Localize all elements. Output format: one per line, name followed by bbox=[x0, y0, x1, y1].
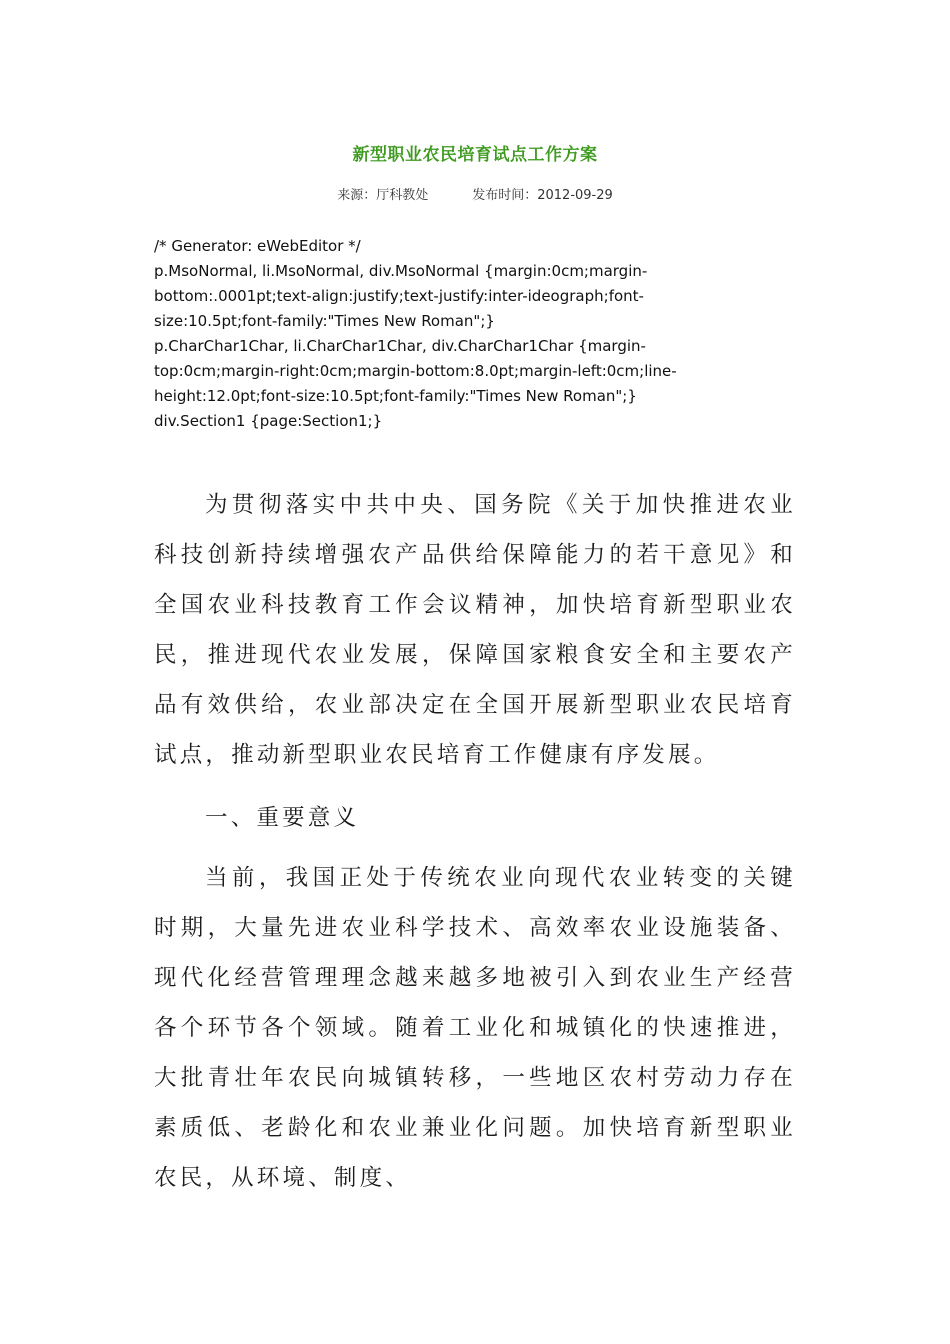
code-line: p.MsoNormal, li.MsoNormal, div.MsoNormal {margin:0cm;margin- bbox=[154, 262, 648, 280]
article-body bbox=[154, 480, 796, 1203]
code-line: size:10.5pt;font-family:"Times New Roman";} bbox=[154, 312, 495, 330]
leaked-style-code bbox=[154, 234, 754, 434]
code-line: top:0cm;margin-right:0cm;margin-bottom:8.0pt;margin-left:0cm;line- bbox=[154, 362, 677, 380]
article-title: 新型职业农民培育试点工作方案 bbox=[352, 145, 598, 165]
section-heading: 一、重要意义 bbox=[205, 805, 360, 831]
code-line: height:12.0pt;font-size:10.5pt;font-family:"Times New Roman";} bbox=[154, 387, 637, 405]
date-value: 2012-09-29 bbox=[537, 188, 613, 203]
source-label: 来源：厅科教处 bbox=[337, 188, 429, 203]
date-label: 发布时间： bbox=[472, 188, 538, 203]
code-line: bottom:.0001pt;text-align:justify;text-justify:inter-ideograph;font- bbox=[154, 287, 644, 305]
article-meta bbox=[0, 184, 950, 203]
code-line: p.CharChar1Char, li.CharChar1Char, div.CharChar1Char {margin- bbox=[154, 337, 646, 355]
code-line: div.Section1 {page:Section1;} bbox=[154, 412, 383, 430]
intro-paragraph: 为贯彻落实中共中央、国务院《关于加快推进农业科技创新持续增强农产品供给保障能力的若干意见》和全国农业科技教育工作会议精神，加快培育新型职业农民，推进现代农业发展，保障国家粮食安全和主要农产品有效供给，农业部决定在全国开展新型职业农民培育试点，推动新型职业农民培育工作健康有序发展。 bbox=[154, 492, 796, 768]
code-line: /* Generator: eWebEditor */ bbox=[154, 237, 361, 255]
section-paragraph: 当前，我国正处于传统农业向现代农业转变的关键时期，大量先进农业科学技术、高效率农业设施装备、现代化经营管理理念越来越多地被引入到农业生产经营各个环节各个领域。随着工业化和城镇化的快速推进，大批青壮年农民向城镇转移，一些地区农村劳动力存在素质低、老龄化和农业兼业化问题。加快培育新型职业农民，从环境、制度、 bbox=[154, 865, 796, 1191]
